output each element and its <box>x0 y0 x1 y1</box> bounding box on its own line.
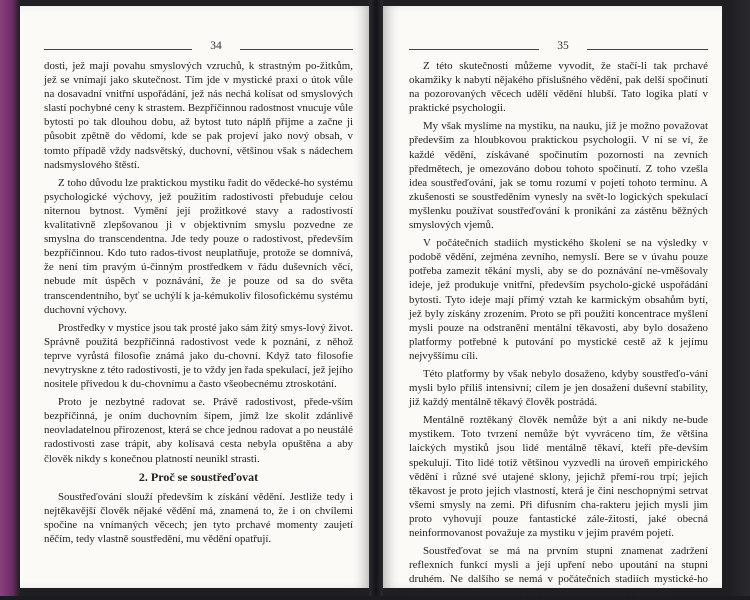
book-spine <box>369 0 383 596</box>
page-text <box>409 59 708 600</box>
header-rule <box>44 49 192 50</box>
section-heading: 2. Proč se soustřeďovat <box>138 469 259 484</box>
paragraph: dosti, jež mají povahu smyslových vzruchů, k strastným po-žitkům, jež se vnímají jako skutečnost. Tím jde v mystické praxi o útok vůle na dosavadní vnitřní uspořádání, jež nás nechá kolísat od smyslových slastí pochybné ceny k strastem. Bezpříčinnou radostnost vnucuje vůle bytosti po tak dlouhou dobu, až bytost tuto náplň přijme a začne ji působit zpětně do vědomí, kde se pak projeví jako nový obsah, v tomto případě vždy nadsvětský, duchovní, většinou však s nádechem nadsmyslového štěstí. <box>44 60 353 171</box>
page-number: 34 <box>210 40 222 52</box>
header-rule <box>409 49 539 50</box>
paragraph: Této platformy by však nebylo dosaženo, kdyby soustřeďo-vání mysli bylo příliš intensivní; cílem je jen dosažení duševní stability, již každý mentálně těkavý člověk postrádá. <box>409 367 708 409</box>
header-rule <box>587 49 708 50</box>
paragraph: My však myslíme na mystiku, na nauku, již je možno považovat především za hloubkovou praktickou psychologii. V ní se ví, že každé vědění, získávané spočinutím pozornosti na zevních předmětech, je omezováno dobou tohoto spočinutí. Z toho vzešla idea soustřeďování, jak se tomu rozumí v pojetí tohoto termínu. A zkušenosti se soustředěním vynesly na svět-lo logických spekulací myšlenku používat soustřeďování k pronikání za zástěnu běžných smyslových vjemů. <box>409 120 708 232</box>
right-page <box>383 6 722 600</box>
page-header <box>409 41 708 55</box>
page-header <box>44 41 353 55</box>
left-page <box>20 6 369 588</box>
paragraph: Prostředky v mystice jsou tak prosté jako sám žitý smys-lový život. Správně použitá bezpříčinná radostivost vede k poznání, z něhož teprve vyrůstá filosofie známá jako du-chovní. Když tato filosofie nevytryskne z této radostivosti, je to vždy jen řada spekulací, jež jejího nositele přivedou k du-chovnímu a často všeobecnému ztroskotání. <box>44 321 353 391</box>
paragraph: Soustřeďovat se má na prvním stupni znamenat zadržení reflexních funkcí mysli a její upření nebo upoutání na stupni druhém. Ne dalšího se nemá v počátečních stadiích mystické-ho úsilí sledovat. Upřením mysli se proto míní pouze její zadr- <box>409 545 708 600</box>
paragraph: Proto je nezbytné radovat se. Právě radostivost, přede-vším bezpříčinná, je oním duchovním šípem, jímž lze skolit zdánlivě neovladatelnou přirozenost, která se chce jednou radovat a po neustálé radostivosti zase trápit, aby kolísavá cesta nebyla opuštěna a aby člověk nikdy s konečnou platností neunikl strasti. <box>44 396 353 465</box>
page-text <box>44 59 353 546</box>
paragraph: Soustřeďování slouží především k získání vědění. Jestliže tedy i nejtěkavější člověk nějaké vědění má, znamená to, že i on chvílemi spočine na vnímaných věcech; jen tyto prchavé momenty zaujetí něčím, tedy vlastně soustředění, mu vědění opatřují. <box>44 490 353 545</box>
header-rule <box>240 49 353 50</box>
paragraph: Z toho důvodu lze praktickou mystiku řadit do vědecké-ho systému psychologické výchovy, jež použitím radostivosti přebuduje celou niternou bytnost. Vymění její prožitkové stavy a radostivostí kvalitativně zlepšovanou ji v objektivním smyslu pozvedne ze smyslna do transcendentna. Jde tedy pouze o radostivost, především bezpříčinnou. Kdo tuto rados-tivost neuplatňuje, protože se domnívá, že není tím pravým ú-činným prostředkem v řádu duševních věcí, nebude mít úspěch v poznávání, že je pouze od sa do světa transcendentního, byť se uchýlí k ja-kémukoliv filosofickému systému duchovní výchovy. <box>44 176 353 316</box>
paragraph: Z této skutečnosti můžeme vyvodit, že stačí-li tak prchavé okamžiky k nabytí nějakého příslušného vědění, pak delší spočinutí na pozorovaných věcech udělí vědění hlubší. Tato logika platí v praktické psychologii. <box>409 60 708 115</box>
page-number: 35 <box>557 40 569 52</box>
paragraph: Mentálně roztěkaný člověk nemůže být a ani nikdy ne-bude mystikem. Toto tvrzení nemůže být vyvráceno tím, že většina laických mystiků jsou lidé mentálně těkaví, kteří pře-devším spekulují. Tito lidé totiž většinou vyzvedli na úroveň empirického vědění i různé své utajené sklony, jejichž přemí-rou trpí; jejich těkavost je proto jejich vlastností, která je čini neschopnými setrvat všemi smysly na zemi. Při difusním cha-rakteru jejich mysli jim proto vyhovují pouze fantastické zále-žitosti, jaké obecná neinformovanost považuje za mystiku v jejím pravém pojetí. <box>409 414 708 539</box>
paragraph: V počátečních stadiích mystického školení se na výsledky v podobě vědění, zejména zevního, nemyslí. Bere se v úvahu pouze potřeba zamezit těkání mysli, aby se do poznávání ne-vměšovaly ideje, jež produkuje vnitřní, především psycholo-gické uspořádání bytosti. Tyto ideje mají přímý vztah ke karmickým obsahům bytí, jež byly získány zrozením. Proto se při použití koncentrace myšlení mysli pouze na odstranění mentální těkavosti, aby bylo dosaženo platformy potřebné k putování po mystické cestě až k jejímu nejvyššímu cíli. <box>409 237 708 362</box>
